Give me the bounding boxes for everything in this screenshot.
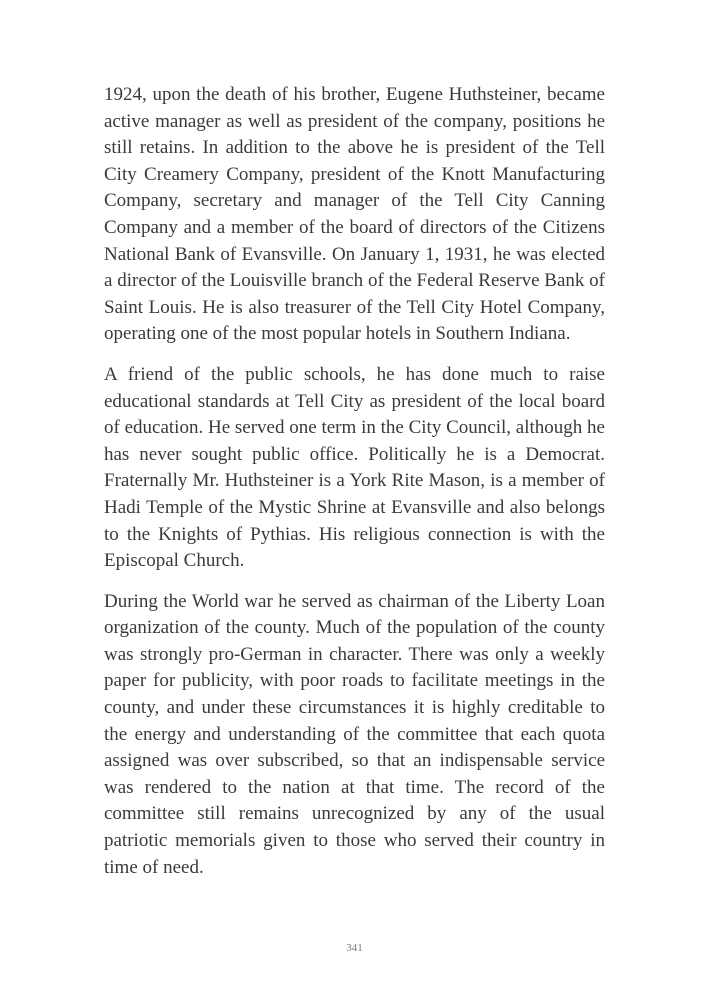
page-number: 341 <box>346 942 363 954</box>
paragraph-world-war-service: During the World war he served as chairman of the Liberty Loan organization of the county. Much of the population of the county was strongly pro-German in character. There was only a weekly paper for publicity, with poor roads to facilitate meetings in the county, and under these circumstances it is highly creditable to the energy and understanding of the committee that each quota assigned was over subscribed, so that an indispensable service was rendered to the nation at that time. The record of the committee still remains unrecognized by any of the usual patriotic memorials given to those who served their country in time of need. <box>104 590 605 878</box>
body-text <box>104 82 605 895</box>
paragraph-business-positions: 1924, upon the death of his brother, Eugene Huthsteiner, became active manager as well as president of the company, positions he still retains. In addition to the above he is president of the Tell City Creamery Company, president of the Knott Manufacturing Company, secretary and manager of the Tell City Canning Company and a member of the board of directors of the Citizens National Bank of Evansville. On January 1, 1931, he was elected a director of the Louisville branch of the Federal Reserve Bank of Saint Louis. He is also treasurer of the Tell City Hotel Company, operating one of the most popular hotels in Southern Indiana. <box>104 84 605 345</box>
paragraph-civic-affiliations: A friend of the public schools, he has done much to raise educational standards at Tell City as president of the local board of education. He served one term in the City Council, although he has never sought public office. Politically he is a Democrat. Fraternally Mr. Huthsteiner is a York Rite Mason, is a member of Hadi Temple of the Mystic Shrine at Evansville and also belongs to the Knights of Pythias. His religious connection is with the Episcopal Church. <box>104 363 605 572</box>
